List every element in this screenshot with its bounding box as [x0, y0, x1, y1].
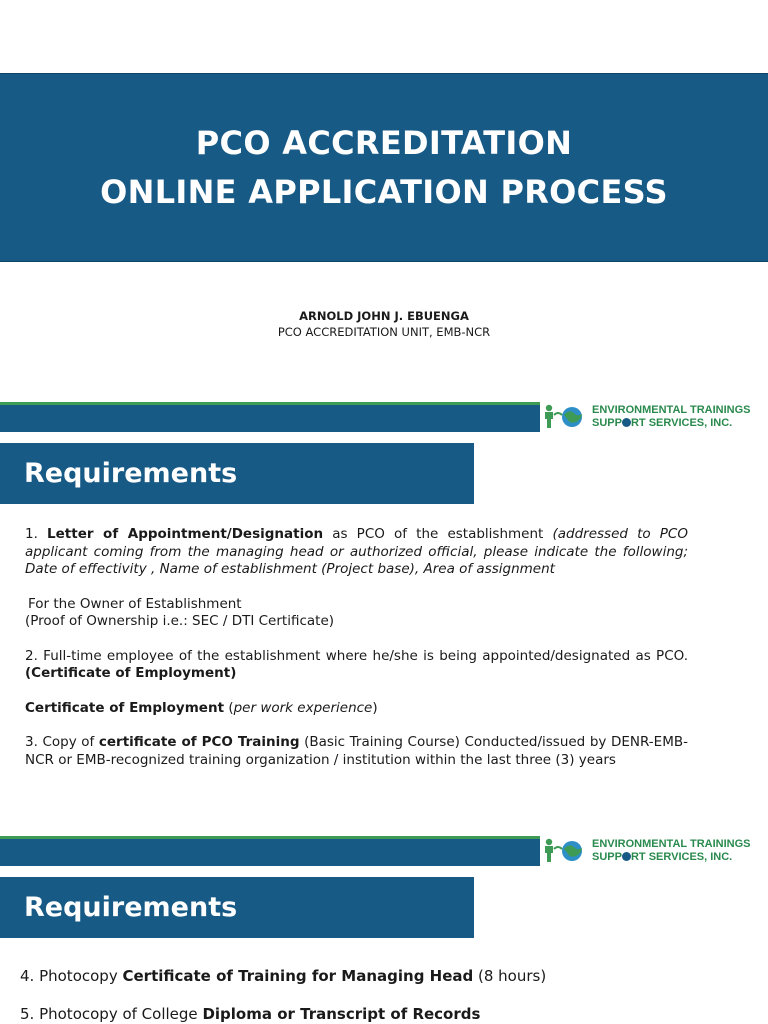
- certificate-of-employment-note: Certificate of Employment (per work experience): [25, 699, 378, 716]
- logo-line-2: SUPP RT SERVICES, INC.: [592, 417, 733, 429]
- logo-line-1: ENVIRONMENTAL TRAININGS: [592, 838, 751, 850]
- title-line-2: ONLINE APPLICATION PROCESS: [100, 172, 668, 211]
- company-logo: [540, 834, 768, 868]
- author-name: ARNOLD JOHN J. EBUENGA: [299, 309, 469, 323]
- logo-globe-dot-icon: [622, 418, 631, 427]
- requirements-list: [20, 966, 720, 1024]
- logo-text: [592, 404, 751, 430]
- header-bar: [0, 836, 540, 866]
- requirements-heading: Requirements: [0, 443, 474, 504]
- title-line-1: PCO ACCREDITATION: [195, 123, 573, 162]
- logo-icon: [540, 837, 584, 865]
- requirement-item-4: 4. Photocopy Certificate of Training for Managing Head (8 hours): [20, 967, 547, 985]
- logo-line-1: ENVIRONMENTAL TRAININGS: [592, 404, 751, 416]
- requirement-item-1: 1. Letter of Appointment/Designation as PCO of the establishment (addressed to PCO applicant coming from the managing head or authorized official, please indicate the following; Date of effectivity , Name of establishment (Project base), Area of assignment: [25, 526, 688, 577]
- requirement-item-5: 5. Photocopy of College Diploma or Transcript of Records: [20, 1005, 481, 1023]
- company-logo: [540, 400, 768, 434]
- title-banner: [0, 73, 768, 262]
- logo-text: [592, 838, 751, 864]
- logo-icon: [540, 403, 584, 431]
- requirement-item-3: 3. Copy of certificate of PCO Training (Basic Training Course) Conducted/issued by DENR-EMB-NCR or EMB-recognized training organization / institution within the last three (3) years: [25, 734, 688, 768]
- slide-header: [0, 834, 768, 868]
- requirements-heading: Requirements: [0, 877, 474, 938]
- author-unit: PCO ACCREDITATION UNIT, EMB-NCR: [277, 325, 491, 339]
- owner-note: For the Owner of Establishment (Proof of Ownership i.e.: SEC / DTI Certificate): [25, 595, 335, 629]
- logo-line-2: SUPP RT SERVICES, INC.: [592, 851, 733, 863]
- author-block: [0, 309, 768, 340]
- requirement-item-2: 2. Full-time employee of the establishment where he/she is being appointed/designated as PCO. (Certificate of Employment): [25, 647, 688, 681]
- logo-globe-dot-icon: [622, 852, 631, 861]
- slide-header: [0, 400, 768, 434]
- requirements-list: [25, 526, 688, 786]
- header-bar: [0, 402, 540, 432]
